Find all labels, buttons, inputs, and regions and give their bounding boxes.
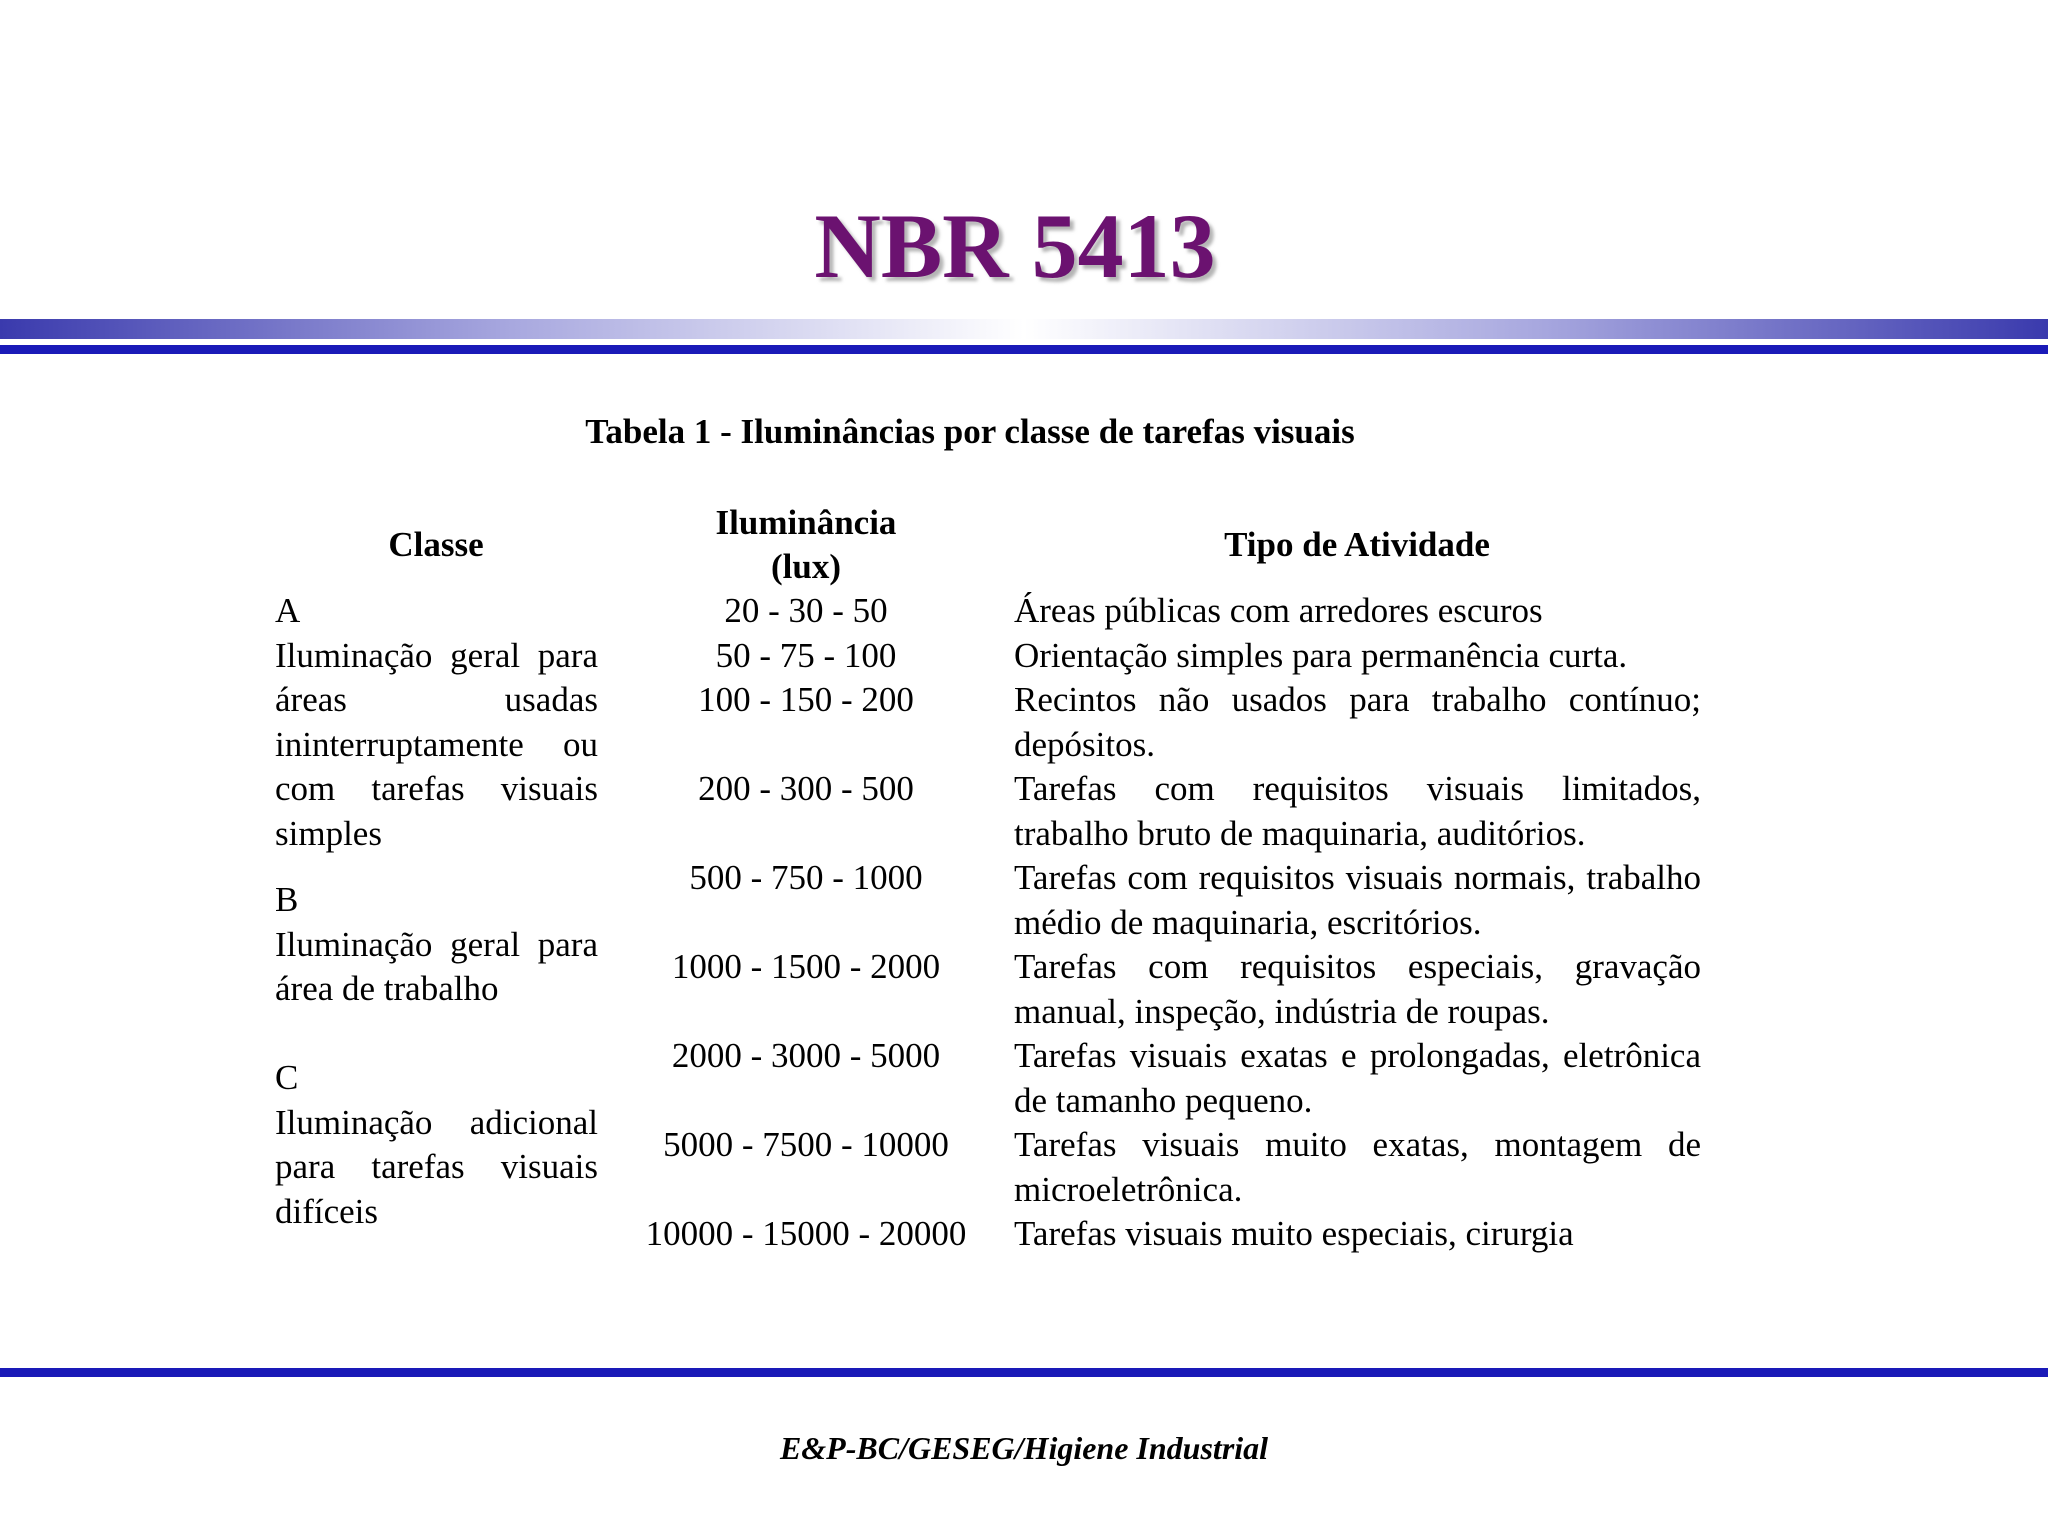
column-header-iluminancia <box>632 501 980 589</box>
iluminancia-cell: 5000 - 7500 - 10000 <box>663 1125 949 1164</box>
class-b-cell <box>275 878 598 1012</box>
iluminancia-cell: 2000 - 3000 - 5000 <box>671 1036 941 1075</box>
column-header-iluminancia-line1: Iluminância <box>715 503 897 542</box>
iluminancia-cell: 50 - 75 - 100 <box>715 635 897 675</box>
atividade-cell: Tarefas com requisitos visuais normais, trabalho médio de maquinaria, escritórios. <box>1014 858 1701 942</box>
class-description: Iluminação adicional para tarefas visuais difíceis <box>275 1102 598 1231</box>
iluminancia-cell: 200 - 300 - 500 <box>698 769 914 808</box>
header-gradient-divider <box>0 319 2048 339</box>
class-description: Iluminação geral para área de trabalho <box>275 924 598 1008</box>
iluminancia-column <box>632 589 980 1257</box>
header-solid-divider <box>0 345 2048 354</box>
column-header-tipo: Tipo de Atividade <box>1224 525 1490 564</box>
atividade-cell: Tarefas com requisitos visuais limitados, trabalho bruto de maquinaria, auditórios. <box>1014 769 1701 853</box>
iluminancia-cell: 10000 - 15000 - 20000 <box>645 1214 967 1253</box>
tipo-atividade-column <box>1014 589 1701 1257</box>
iluminancia-cell: 20 - 30 - 50 <box>724 591 888 630</box>
class-letter: B <box>275 880 299 919</box>
atividade-cell: Orientação simples para permanência curta. <box>1014 635 1628 675</box>
class-description: Iluminação geral para áreas usadas ininterruptamente ou com tarefas visuais simples <box>275 635 598 853</box>
slide-title: NBR 5413 <box>814 195 1216 297</box>
class-letter: C <box>275 1058 299 1097</box>
class-a-cell <box>275 589 598 856</box>
atividade-cell: Tarefas visuais exatas e prolongadas, eletrônica de tamanho pequeno. <box>1014 1036 1701 1120</box>
footer-divider <box>0 1368 2048 1377</box>
class-letter: A <box>275 591 301 630</box>
atividade-cell: Recintos não usados para trabalho contínuo; depósitos. <box>1014 680 1701 764</box>
atividade-cell: Áreas públicas com arredores escuros <box>1014 591 1543 630</box>
iluminancia-cell: 100 - 150 - 200 <box>698 680 914 719</box>
footer-text: E&P-BC/GESEG/Higiene Industrial <box>779 1430 1269 1466</box>
table-caption: Tabela 1 - Iluminâncias por classe de tarefas visuais <box>585 412 1355 451</box>
column-header-iluminancia-unit: (lux) <box>771 547 841 586</box>
iluminancia-cell: 500 - 750 - 1000 <box>689 858 923 897</box>
atividade-cell: Tarefas visuais muito exatas, montagem de microeletrônica. <box>1014 1125 1701 1209</box>
atividade-cell: Tarefas com requisitos especiais, gravação manual, inspeção, indústria de roupas. <box>1014 947 1701 1031</box>
column-header-classe: Classe <box>388 525 484 564</box>
class-c-cell <box>275 1056 598 1234</box>
atividade-cell: Tarefas visuais muito especiais, cirurgia <box>1014 1214 1574 1253</box>
iluminancia-cell: 1000 - 1500 - 2000 <box>671 947 941 986</box>
